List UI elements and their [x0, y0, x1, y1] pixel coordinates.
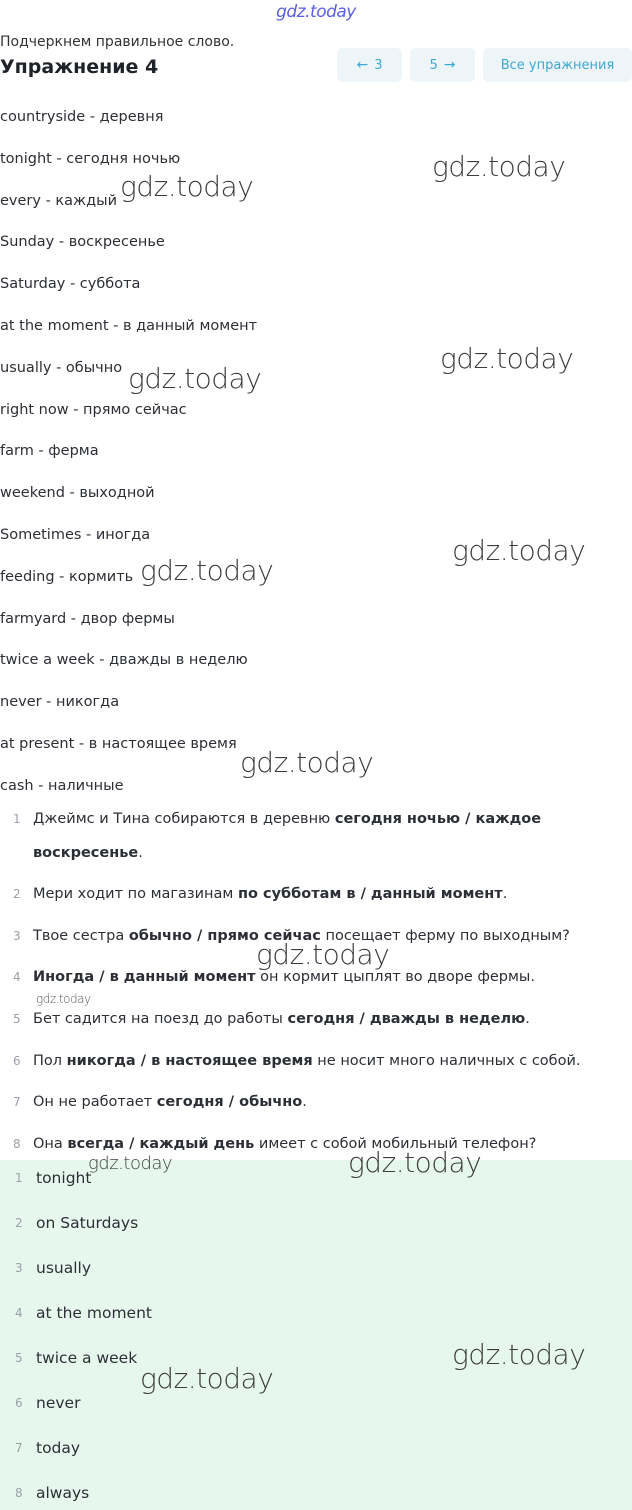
watermark: gdz.today — [128, 362, 262, 395]
answer-item — [0, 1251, 91, 1285]
task-text-end: не носит много наличных с собой. — [312, 1052, 581, 1069]
page-title: Упражнение 4 — [0, 56, 159, 78]
vocabulary-item: every - каждый — [0, 192, 118, 209]
task-options: обычно / прямо сейчас — [128, 927, 321, 944]
task-item — [0, 1002, 632, 1044]
vocabulary-item: right now - прямо сейчас — [0, 401, 187, 418]
task-text: Пол — [33, 1052, 67, 1069]
task-options: всегда / каждый день — [67, 1136, 255, 1153]
vocabulary-item: farmyard - двор фермы — [0, 610, 175, 627]
task-number: 1 — [13, 812, 21, 826]
answer-text: usually — [36, 1259, 92, 1277]
task-text-end: . — [138, 845, 143, 861]
answer-item — [0, 1476, 89, 1510]
vocabulary-list — [0, 100, 632, 811]
task-item — [0, 877, 632, 919]
task-text-end: имеет с собой мобильный телефон? — [254, 1136, 537, 1153]
task-text: Она — [33, 1136, 68, 1153]
answer-number: 2 — [15, 1216, 23, 1230]
answer-number: 4 — [15, 1306, 23, 1320]
vocabulary-item: usually - обычно — [0, 359, 123, 376]
answer-text: at the moment — [36, 1304, 152, 1322]
task-number: 6 — [13, 1053, 21, 1068]
vocabulary-item: countryside - деревня — [0, 109, 164, 125]
next-exercise-label: 5 — [429, 57, 438, 73]
answer-number: 3 — [15, 1261, 23, 1275]
answer-text: always — [36, 1484, 90, 1502]
watermark: gdz.today — [348, 1146, 482, 1179]
answer-text: twice a week — [36, 1349, 138, 1367]
task-list — [0, 802, 632, 1169]
task-text-end: . — [302, 1094, 307, 1111]
watermark: gdz.today — [432, 150, 566, 183]
watermark: gdz.today — [240, 746, 374, 779]
task-number: 7 — [13, 1095, 21, 1110]
task-options: Иногда / в данный момент — [33, 969, 256, 986]
vocabulary-item: never - никогда — [0, 694, 120, 711]
answer-item — [0, 1431, 80, 1465]
watermark: gdz.today — [140, 1362, 274, 1395]
answer-item — [0, 1161, 91, 1195]
vocabulary-item: Saturday - суббота — [0, 276, 141, 293]
watermark: gdz.today — [452, 1338, 586, 1371]
task-text-end: он кормит цыплят во дворе фермы. — [255, 969, 535, 986]
watermark: gdz.today — [140, 554, 274, 587]
arrow-right-icon: → — [443, 57, 456, 73]
task-text: Твое сестра — [33, 927, 129, 944]
task-text: Джеймс и Тина собираются в деревню — [33, 811, 335, 827]
task-options: по субботам в / данный момент — [237, 886, 503, 902]
prev-exercise-button[interactable] — [337, 48, 402, 82]
answer-text: never — [36, 1394, 81, 1412]
answer-item — [0, 1296, 152, 1330]
answer-text: on Saturdays — [36, 1214, 139, 1232]
task-text: Он не работает — [33, 1094, 157, 1111]
task-item — [0, 1044, 632, 1086]
task-number: 2 — [13, 887, 21, 901]
watermark: gdz.today — [36, 992, 91, 1006]
task-item — [0, 1085, 632, 1127]
vocabulary-item: feeding - кормить — [0, 568, 134, 585]
task-options: сегодня ночью / каждое воскресенье — [33, 811, 542, 861]
task-options: сегодня / обычно — [156, 1094, 303, 1111]
task-text-end: . — [525, 1011, 530, 1028]
task-number: 8 — [13, 1137, 21, 1152]
vocabulary-item: farm - ферма — [0, 443, 99, 460]
vocabulary-item: at the moment - в данный момент — [0, 317, 258, 334]
watermark: gdz.today — [88, 1153, 173, 1174]
watermark: gdz.today — [120, 170, 254, 203]
vocabulary-item: Sometimes - иногда — [0, 526, 151, 543]
task-number: 4 — [13, 970, 21, 985]
answer-item — [0, 1341, 137, 1375]
task-text: Мери ходит по магазинам — [33, 886, 238, 902]
answers-panel — [0, 1160, 632, 1510]
site-logo[interactable]: gdz.today — [276, 2, 356, 22]
task-text-end: посещает ферму по выходным? — [320, 927, 570, 944]
task-text: Бет садится на поезд до работы — [33, 1011, 288, 1028]
answer-item — [0, 1206, 138, 1240]
vocabulary-item: at present - в настоящее время — [0, 735, 237, 752]
answer-number: 7 — [15, 1441, 23, 1455]
watermark: gdz.today — [440, 342, 574, 375]
next-exercise-button[interactable] — [410, 48, 475, 82]
vocabulary-item: weekend - выходной — [0, 485, 155, 502]
vocabulary-item: cash - наличные — [0, 777, 124, 794]
task-item — [0, 802, 632, 877]
task-options: сегодня / дважды в неделю — [287, 1011, 526, 1028]
arrow-left-icon: ← — [356, 57, 369, 73]
vocabulary-item: twice a week - дважды в неделю — [0, 652, 248, 669]
answer-item — [0, 1386, 80, 1420]
prev-exercise-label: 3 — [374, 57, 383, 73]
watermark: gdz.today — [452, 534, 586, 567]
vocabulary-item: Sunday - воскресенье — [0, 234, 165, 251]
task-number: 5 — [13, 1012, 21, 1027]
task-text-end: . — [502, 886, 508, 902]
exercise-instruction: Подчеркнем правильное слово. — [0, 34, 235, 50]
answer-number: 1 — [15, 1171, 23, 1185]
vocabulary-item: tonight - сегодня ночью — [0, 150, 181, 167]
task-number: 3 — [13, 928, 21, 943]
task-options: никогда / в настоящее время — [66, 1052, 313, 1069]
answer-text: tonight — [36, 1169, 92, 1187]
all-exercises-button[interactable]: Все упражнения — [483, 48, 632, 82]
answer-number: 5 — [15, 1351, 23, 1365]
answer-text: today — [36, 1439, 81, 1457]
watermark: gdz.today — [256, 938, 390, 971]
answer-number: 6 — [15, 1396, 23, 1410]
answer-number: 8 — [15, 1486, 23, 1500]
